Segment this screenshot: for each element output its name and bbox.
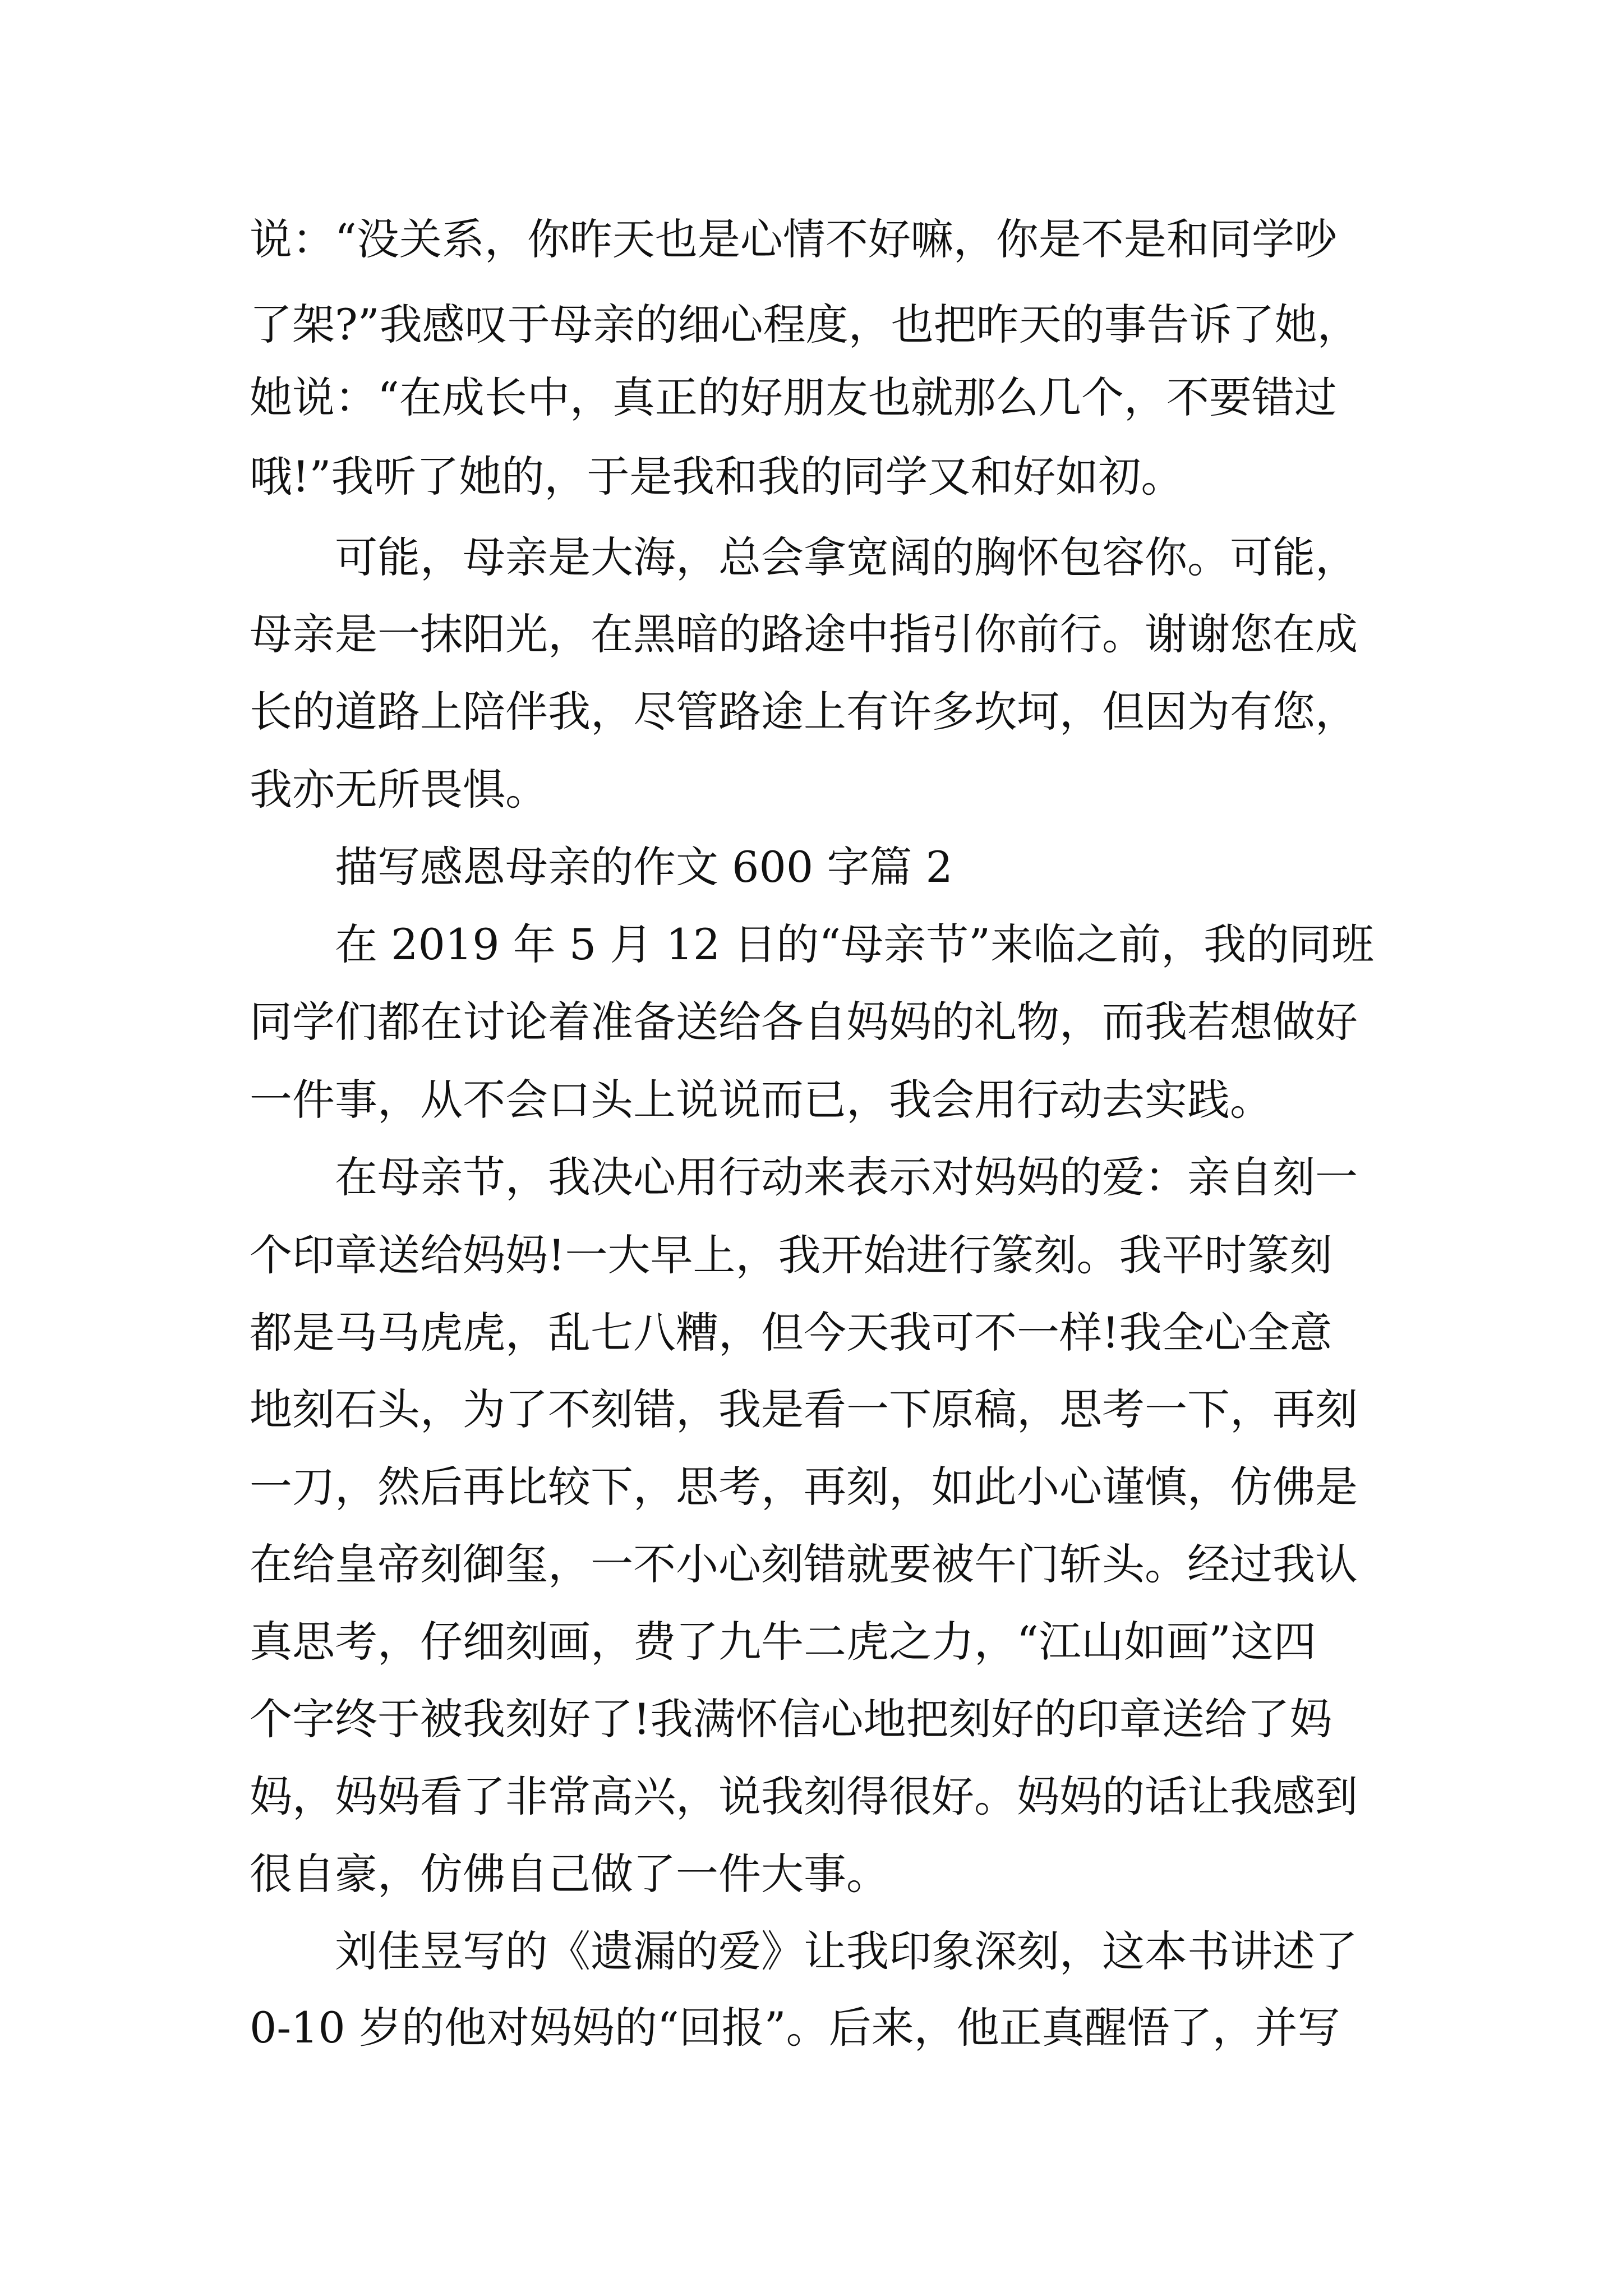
text-line: 同学们都在讨论着准备送给各自妈妈的礼物，而我若想做好 [250,997,1358,1047]
text-line: 她说：“在成长中，真正的好朋友也就那么几个，不要错过 [250,372,1337,422]
text-line: 长的道路上陪伴我，尽管路途上有许多坎坷，但因为有您， [250,687,1358,737]
text-line: 个印章送给妈妈!一大早上，我开始进行篆刻。我平时篆刻 [250,1230,1332,1280]
text-line: 哦!”我听了她的，于是我和我的同学又和好如初。 [250,452,1184,501]
text-line: 0-10 岁的他对妈妈的“回报”。后来，他正真醒悟了，并写 [250,2003,1340,2053]
text-line: 我亦无所畏惧。 [250,765,548,815]
text-line: 了架?”我感叹于母亲的细心程度，也把昨天的事告诉了她， [250,300,1360,349]
section-heading: 描写感恩母亲的作文 600 字篇 2 [335,842,953,892]
paragraph-start: 可能，母亲是大海，总会拿宽阔的胸怀包容你。可能， [335,532,1358,582]
text-line: 说：“没关系，你昨天也是心情不好嘛，你是不是和同学吵 [250,214,1337,264]
paragraph-start: 在 2019 年 5 月 12 日的“母亲节”来临之前，我的同班 [335,919,1375,969]
text-line: 一件事，从不会口头上说说而已，我会用行动去实践。 [250,1075,1272,1125]
text-line: 妈，妈妈看了非常高兴，说我刻得很好。妈妈的话让我感到 [250,1772,1358,1821]
paragraph-start: 刘佳昱写的《遗漏的爱》让我印象深刻，这本书讲述了 [335,1926,1358,1976]
text-line: 地刻石头，为了不刻错，我是看一下原稿，思考一下，再刻 [250,1384,1358,1434]
text-line: 母亲是一抹阳光，在黑暗的路途中指引你前行。谢谢您在成 [250,609,1358,659]
text-line: 真思考，仔细刻画，费了九牛二虎之力，“江山如画”这四 [250,1617,1316,1667]
text-line: 一刀，然后再比较下，思考，再刻，如此小心谨慎，仿佛是 [250,1462,1358,1512]
text-line: 都是马马虎虎，乱七八糟，但今天我可不一样!我全心全意 [250,1308,1332,1358]
paragraph-start: 在母亲节，我决心用行动来表示对妈妈的爱：亲自刻一 [335,1152,1358,1202]
text-line: 在给皇帝刻御玺，一不小心刻错就要被午门斩头。经过我认 [250,1539,1358,1589]
text-line: 个字终于被我刻好了!我满怀信心地把刻好的印章送给了妈 [250,1694,1332,1744]
text-line: 很自豪，仿佛自己做了一件大事。 [250,1849,889,1899]
